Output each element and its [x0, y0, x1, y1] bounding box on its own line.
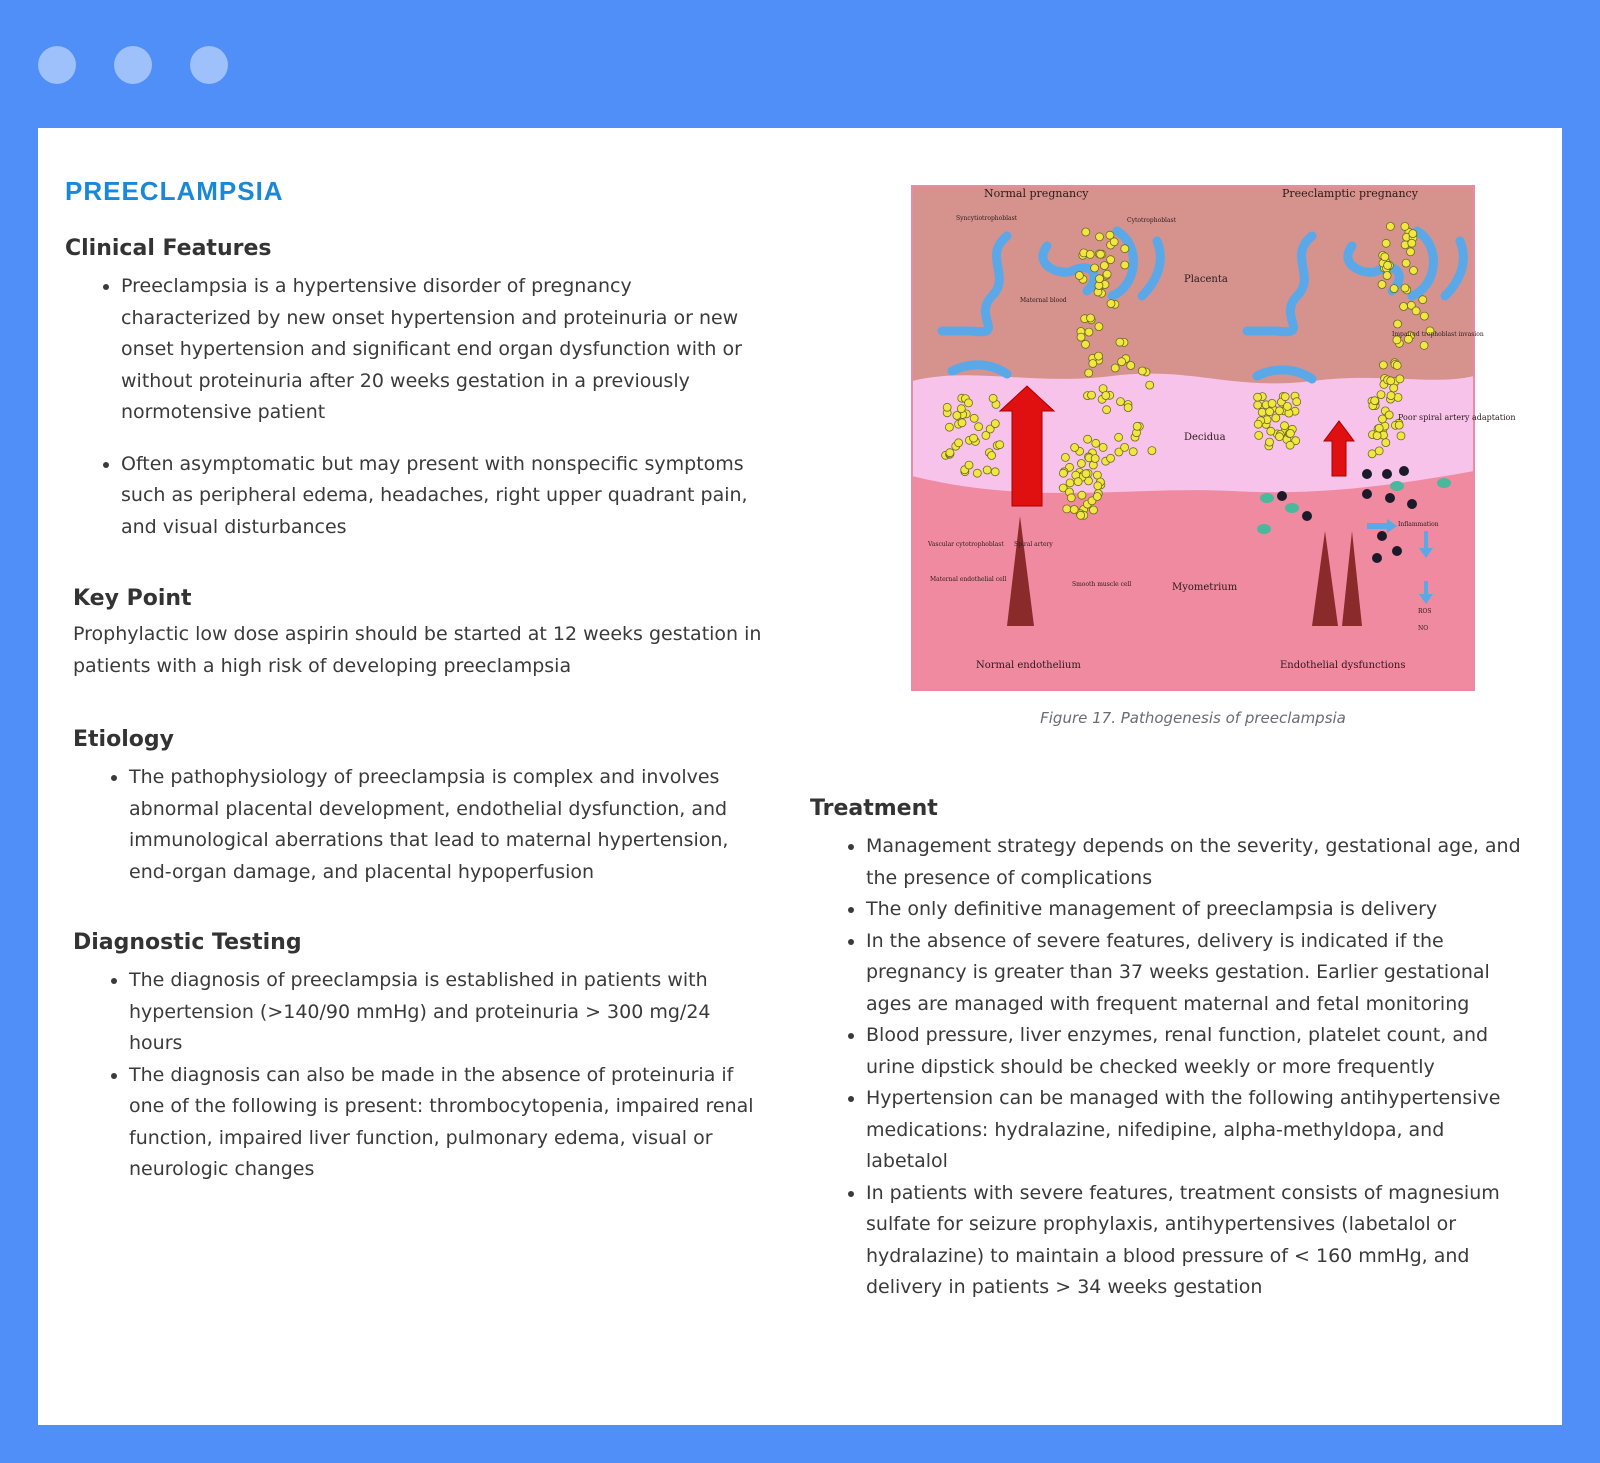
figure-cell — [1074, 478, 1082, 486]
figure-cell — [1381, 253, 1389, 261]
figure-cell — [996, 441, 1004, 449]
figure-cell — [1071, 444, 1079, 452]
figure-cell — [1077, 511, 1085, 519]
right-column — [810, 796, 1530, 1304]
figure-label-spiral-artery: Spiral artery — [1014, 541, 1053, 548]
figure-cell — [958, 419, 966, 427]
figure-cell — [1371, 397, 1379, 405]
diagnostic-testing-list — [73, 965, 763, 1186]
figure-cell — [1111, 364, 1119, 372]
figure-cell — [1118, 358, 1126, 366]
figure-cell — [1267, 427, 1275, 435]
list-item: • Often asymptomatic but may present with nonspecific symptoms such as peripheral edema, headaches, right upper quadrant pain, and visual disturbances — [121, 449, 765, 544]
figure-cell — [943, 403, 951, 411]
figure-cell — [1110, 238, 1118, 246]
list-item: • Management strategy depends on the severity, gestational age, and the presence of complications — [866, 831, 1530, 894]
list-item: • Preeclampsia is a hypertensive disorder of pregnancy characterized by new onset hypertension and proteinuria or new onset hypertension and significant end organ dysfunction with or without proteinuria after 20 weeks gestation in a previously normotensive patient — [121, 271, 765, 429]
figure-cell — [973, 469, 981, 477]
figure-label-impaired-invasion: Impaired trophoblast invasion — [1392, 331, 1484, 338]
figure-cell — [1400, 303, 1408, 311]
figure-cell — [991, 468, 999, 476]
figure-cell — [1103, 406, 1111, 414]
key-point-heading: Key Point — [73, 586, 192, 611]
figure-cell — [1387, 377, 1395, 385]
figure-cell — [1420, 312, 1428, 320]
figure-cell — [970, 414, 978, 422]
figure-cell — [965, 399, 973, 407]
figure-label-cytotrophoblast: Cytotrophoblast — [1127, 217, 1177, 224]
figure-label-decidua: Decidua — [1184, 432, 1226, 443]
figure-cell — [1107, 300, 1115, 308]
figure-cell — [1281, 393, 1289, 401]
figure-label-ros: ROS — [1418, 608, 1432, 615]
figure-cell — [1390, 384, 1398, 392]
figure-cell — [989, 394, 997, 402]
figure-cell — [1138, 367, 1146, 375]
figure-cell — [1395, 421, 1403, 429]
list-item: • Blood pressure, liver enzymes, renal function, platelet count, and urine dipstick should be checked weekly or more frequently — [866, 1020, 1530, 1083]
figure-cell — [1067, 494, 1075, 502]
figure-cell — [1383, 272, 1391, 280]
figure-cell — [1394, 320, 1402, 328]
etiology-heading: Etiology — [73, 727, 174, 752]
figure-cell — [1286, 429, 1294, 437]
clinical-features-list — [65, 271, 765, 543]
etiology-section — [73, 727, 763, 888]
figure-cell — [1419, 296, 1427, 304]
figure-cell — [1272, 414, 1280, 422]
figure-cell — [1082, 228, 1090, 236]
figure-cell — [1096, 275, 1104, 283]
figure-cell — [945, 423, 953, 431]
etiology-list — [73, 762, 763, 888]
figure-cell — [1117, 398, 1125, 406]
figure-cell — [1129, 448, 1137, 456]
figure-cell — [1077, 460, 1085, 468]
list-item: • In patients with severe features, treatment consists of magnesium sulfate for seizure prophylaxis, antihypertensives (labetalol or hydralazine) to maintain a blood pressure of < 160 mmHg, and delivery in patients > 34 weeks gestation — [866, 1178, 1530, 1304]
figure-cell — [1095, 352, 1103, 360]
figure-cell — [1121, 443, 1129, 451]
figure-cell — [1255, 431, 1263, 439]
figure-cell — [946, 449, 954, 457]
figure-cell — [1410, 267, 1418, 275]
figure-cell — [1085, 369, 1093, 377]
figure-cell — [1148, 447, 1156, 455]
figure-cell — [1375, 447, 1383, 455]
figure-cell — [1133, 422, 1141, 430]
list-item: • Hypertension can be managed with the following antihypertensive medications: hydralazine, nifedipine, alpha-methyldopa, and labetalol — [866, 1083, 1530, 1178]
figure-cell — [1408, 239, 1416, 247]
figure-cell — [1100, 262, 1108, 270]
figure-cell — [1087, 314, 1095, 322]
figure-cell — [1258, 408, 1266, 416]
figure-cell — [1373, 432, 1381, 440]
figure-cell — [1401, 284, 1409, 292]
figure-cell — [1286, 441, 1294, 449]
clinical-features-heading: Clinical Features — [65, 236, 272, 261]
figure-cell — [965, 461, 973, 469]
list-item: • The pathophysiology of preeclampsia is complex and involves abnormal placental development, endothelial dysfunction, and immunological aberrations that lead to maternal hypertension, end-organ damage, and placental hypoperfusion — [129, 762, 763, 888]
figure-cell — [1121, 245, 1129, 253]
figure-cell — [1085, 328, 1093, 336]
figure-cell — [1293, 398, 1301, 406]
figure-cell — [1377, 391, 1385, 399]
figure-cell — [1066, 479, 1074, 487]
figure-cell — [1276, 407, 1284, 415]
figure-label-maternal-endothelial: Maternal endothelial cell — [930, 576, 1007, 583]
figure-cell — [1093, 493, 1101, 501]
figure-cell — [1089, 360, 1097, 368]
figure-cell — [1091, 264, 1099, 272]
list-item: • In the absence of severe features, delivery is indicated if the pregnancy is greater than 37 weeks gestation. Earlier gestational ages are managed with frequent maternal and fetal monitoring — [866, 926, 1530, 1021]
figure-cell — [1124, 404, 1132, 412]
figure-cell — [1266, 438, 1274, 446]
figure-cell — [1375, 424, 1383, 432]
list-item: • The diagnosis of preeclampsia is established in patients with hypertension (>140/90 mmHg) and proteinuria > 300 mg/24 hours — [129, 965, 763, 1060]
figure-cell — [1095, 323, 1103, 331]
pathogenesis-figure — [912, 186, 1516, 690]
figure-caption: Figure 17. Pathogenesis of preeclampsia — [1040, 709, 1346, 727]
treatment-list — [810, 831, 1530, 1304]
page-title: PREECLAMPSIA — [65, 176, 284, 206]
figure-cell — [1103, 270, 1111, 278]
list-item: • The only definitive management of preeclampsia is delivery — [866, 894, 1530, 926]
figure-cell — [1097, 250, 1105, 258]
figure-cell — [1107, 256, 1115, 264]
figure-label-poor-spiral: Poor spiral artery adaptation — [1398, 413, 1516, 422]
figure-cell — [1063, 505, 1071, 513]
figure-label-maternal-blood: Maternal blood — [1020, 297, 1067, 304]
figure-cell — [1420, 341, 1428, 349]
key-point-text: Prophylactic low dose aspirin should be started at 12 weeks gestation in patients with a high risk of developing preeclampsia — [73, 623, 762, 677]
figure-cell — [1099, 443, 1107, 451]
figure-cell — [1378, 415, 1386, 423]
figure-label-normal: Normal pregnancy — [984, 187, 1089, 200]
figure-cell — [1397, 432, 1405, 440]
figure-cell — [1059, 469, 1067, 477]
figure-cell — [1266, 408, 1274, 416]
figure-cell — [1075, 272, 1083, 280]
treatment-heading: Treatment — [810, 796, 938, 821]
figure-label-inflammation: Inflammation — [1398, 521, 1439, 528]
figure-cell — [1086, 250, 1094, 258]
figure-cell — [1254, 393, 1262, 401]
figure-cell — [1283, 402, 1291, 410]
figure-cell — [1387, 392, 1395, 400]
window-titlebar — [0, 0, 1600, 128]
figure-cell — [1268, 399, 1276, 407]
figure-cell — [1088, 391, 1096, 399]
figure-cell — [1409, 230, 1417, 238]
figure-cell — [1386, 222, 1394, 230]
figure-cell — [1254, 401, 1262, 409]
figure-label-preeclamptic: Preeclamptic pregnancy — [1282, 187, 1418, 200]
figure-cell — [1115, 433, 1123, 441]
figure-label-no: NO — [1418, 625, 1429, 632]
diagnostic-testing-section — [73, 930, 763, 1186]
document-page — [38, 128, 1562, 1425]
figure-cell — [955, 439, 963, 447]
window-control-dot-1[interactable] — [38, 46, 76, 84]
figure-label-endothelial-dysfunctions: Endothelial dysfunctions — [1280, 660, 1406, 671]
figure-cell — [1061, 453, 1069, 461]
figure-cell — [1121, 261, 1129, 269]
figure-cell — [1402, 259, 1410, 267]
diagnostic-testing-heading: Diagnostic Testing — [73, 930, 302, 955]
figure-cell — [1396, 375, 1404, 383]
figure-cell — [1102, 392, 1110, 400]
figure-cell — [1077, 333, 1085, 341]
figure-cell — [1379, 361, 1387, 369]
figure-cell — [1090, 506, 1098, 514]
clinical-features-section — [65, 236, 765, 563]
figure-cell — [1082, 340, 1090, 348]
figure-cell — [1384, 261, 1392, 269]
figure-label-normal-endothelium: Normal endothelium — [976, 660, 1081, 671]
figure-cell — [1096, 233, 1104, 241]
figure-cell — [1390, 285, 1398, 293]
figure-cell — [1127, 362, 1135, 370]
figure-myometrium-layer — [912, 456, 1474, 690]
figure-cell — [1412, 307, 1420, 315]
figure-cell — [1382, 439, 1390, 447]
figure-cell — [1084, 435, 1092, 443]
figure-label-syncytiotrophoblast: Syncytiotrophoblast — [956, 215, 1018, 222]
figure-label-vascular-cyto: Vascular cytotrophoblast — [928, 541, 1004, 548]
figure-cell — [1401, 222, 1409, 230]
figure-cell — [1107, 454, 1115, 462]
figure-cell — [983, 466, 991, 474]
figure-cell — [1275, 433, 1283, 441]
figure-cell — [1407, 248, 1415, 256]
figure-cell — [1393, 361, 1401, 369]
window-control-dot-3[interactable] — [190, 46, 228, 84]
figure-cell — [1378, 281, 1386, 289]
window-control-dot-2[interactable] — [114, 46, 152, 84]
figure-cell — [1254, 420, 1262, 428]
figure-cell — [988, 452, 996, 460]
figure-cell — [1382, 239, 1390, 247]
figure-cell — [970, 434, 978, 442]
figure-cell — [1094, 482, 1102, 490]
figure-label-smooth-muscle: Smooth muscle cell — [1072, 581, 1132, 588]
figure-cell — [975, 423, 983, 431]
figure-cell — [991, 420, 999, 428]
figure-label-placenta: Placenta — [1184, 274, 1228, 285]
key-point-section — [73, 586, 763, 682]
list-item: • The diagnosis can also be made in the absence of proteinuria if one of the following is present: thrombocytopenia, impaired renal function, impaired liver function, pulmonary edema, visual or neurologic changes — [129, 1060, 763, 1186]
figure-label-myometrium: Myometrium — [1172, 582, 1238, 593]
figure-cell — [1146, 381, 1154, 389]
figure-cell — [953, 412, 961, 420]
figure-cell — [1091, 455, 1099, 463]
figure-cell — [1082, 470, 1090, 478]
figure-cell — [1116, 338, 1124, 346]
figure-cell — [1078, 491, 1086, 499]
figure-cell — [1070, 506, 1078, 514]
figure-cell — [1281, 422, 1289, 430]
figure-cell — [1092, 439, 1100, 447]
